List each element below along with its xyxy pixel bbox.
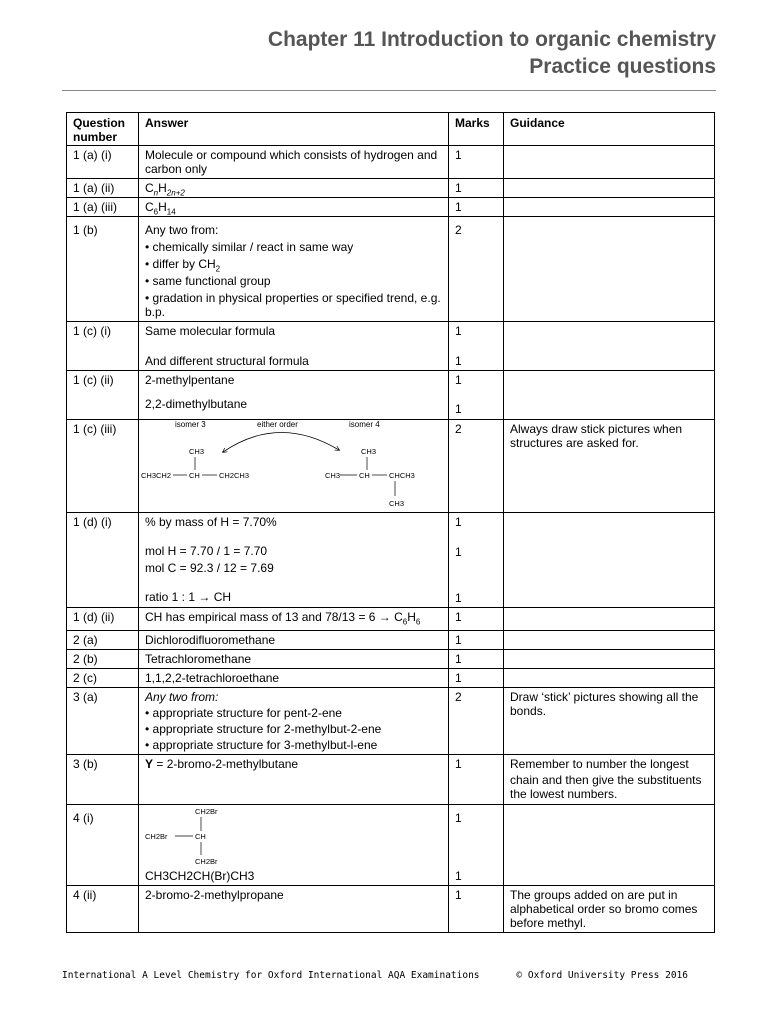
table-row [67,217,715,322]
question-number: 1 (a) (i) [67,146,139,179]
question-number: 3 (b) [67,755,139,805]
answer-bullet: • same functional group [145,274,271,288]
structure-ch: CH [195,832,206,841]
isomer4-bottom: CH3 [389,499,405,508]
marks-cell [449,322,504,371]
table-row [67,669,715,688]
marks-cell: 2 [449,688,504,755]
mark-value: 1 [455,373,462,387]
isomer-4-label: isomer 4 [349,420,380,429]
answer-line: Same molecular formula [145,324,276,338]
answer-bullet [145,257,442,274]
structure-left: CH2Br [145,832,168,841]
guidance-cell: Always draw stick pictures when structures are asked for. [504,420,715,513]
answer-line: 2,2-dimethylbutane [145,397,248,411]
isomer3-ch: CH [189,471,200,480]
column-header-question: Question number [67,113,139,146]
footer-book-title: International A Level Chemistry for Oxford International AQA Examinations [62,970,480,981]
header-divider [62,90,716,91]
guidance-cell [504,650,715,669]
question-number: 1 (b) [67,217,139,322]
guidance-cell [504,805,715,886]
formula-part: C [145,181,154,195]
answer-bullet-sub: 2 [215,264,221,274]
question-number: 2 (a) [67,631,139,650]
marks-cell: 2 [449,217,504,322]
answer-text: = 2-bromo-2-methylbutane [153,757,299,771]
guidance-cell [504,755,715,805]
answer-cell [139,371,449,420]
marks-cell: 1 [449,179,504,198]
question-number: 1 (c) (iii) [67,420,139,513]
marks-cell: 1 [449,198,504,217]
answer-cell: 1,1,2,2-tetrachloroethane [139,669,449,688]
question-number: 1 (a) (ii) [67,179,139,198]
page-header [268,26,716,80]
formula-part: H [407,610,416,624]
answer-cell [139,322,449,371]
mark-value: 1 [455,545,462,559]
table-row [67,631,715,650]
formula-part: 14 [166,207,176,217]
column-header-answer: Answer [139,113,449,146]
table-row [67,371,715,420]
formula-part: 6 [415,617,421,627]
guidance-cell [504,371,715,420]
answer-cell [139,608,449,631]
answer-cell [139,805,449,886]
table-row [67,420,715,513]
answer-cell [139,198,449,217]
mark-value: 1 [455,811,462,825]
answer-cell: 2-bromo-2-methylpropane [139,886,449,933]
guidance-cell [504,146,715,179]
answer-bullet: • gradation in physical properties or specified trend, e.g. b.p. [145,291,441,319]
answer-bullet: • appropriate structure for 3-methylbut-l-ene [145,738,378,752]
answer-bullet: • appropriate structure for pent-2-ene [145,706,342,720]
question-number: 1 (a) (iii) [67,198,139,217]
answer-cell [139,513,449,608]
mark-value: 1 [455,324,462,338]
guidance-line: chain and then give the substituents the lowest numbers. [510,773,702,801]
marks-cell: 1 [449,669,504,688]
chapter-title: Chapter 11 Introduction to organic chemistry [267,28,716,51]
table-row [67,805,715,886]
formula-part: CH has empirical mass of 13 and 78/13 = 6 → C [145,610,403,624]
answer-bullet-text: • differ by CH [145,257,216,271]
formula-part: H [158,181,167,195]
table-row [67,688,715,755]
formula-part: 2n+2 [166,188,185,198]
guidance-cell [504,198,715,217]
question-number: 4 (i) [67,805,139,886]
table-row [67,179,715,198]
formula-part: n [153,188,159,198]
table-row [67,198,715,217]
table-row [67,146,715,179]
answer-bullet: • chemically similar / react in same way [145,240,354,254]
mark-value: 1 [455,354,462,368]
guidance-cell [504,322,715,371]
structure-diagram [145,805,265,867]
guidance-cell [504,631,715,650]
structure-top: CH2Br [195,807,218,816]
table-row [67,513,715,608]
guidance-cell [504,217,715,322]
answer-intro: Any two from: [145,690,219,704]
answer-line: mol C = 92.3 / 12 = 7.69 [145,561,274,575]
answer-cell: Molecule or compound which consists of hydrogen and carbon only [139,146,449,179]
question-number: 2 (c) [67,669,139,688]
answer-cell [139,420,449,513]
isomer4-top: CH3 [361,447,377,456]
question-number: 1 (d) (i) [67,513,139,608]
question-number: 2 (b) [67,650,139,669]
answer-cell: Tetrachloromethane [139,650,449,669]
answer-line: 2-methylpentane [145,373,235,387]
table-header-row [67,113,715,146]
either-order-arrow [223,432,339,452]
isomer-3-label: isomer 3 [175,420,206,429]
guidance-cell [504,179,715,198]
answer-line: And different structural formula [145,354,309,368]
guidance-cell: The groups added on are put in alphabetical order so bromo comes before methyl. [504,886,715,933]
marks-cell: 1 [449,608,504,631]
table-row [67,886,715,933]
guidance-cell [504,608,715,631]
marks-cell: 2 [449,420,504,513]
isomer4-left: CH3 [325,471,341,480]
mark-value: 1 [455,515,462,529]
answer-variable: Y [145,757,154,771]
column-header-marks: Marks [449,113,504,146]
formula-part: H [158,200,167,214]
answer-cell [139,217,449,322]
guidance-cell [504,513,715,608]
mark-value: 1 [455,591,462,605]
answer-line: ratio 1 : 1 → CH [145,590,232,604]
either-order-label: either order [257,420,298,429]
table-row [67,650,715,669]
question-number: 1 (c) (i) [67,322,139,371]
table-row [67,755,715,805]
table-row [67,322,715,371]
formula-part: C [145,200,154,214]
marks-cell: 1 [449,146,504,179]
structure-bottom: CH2Br [195,857,218,866]
isomer3-ch3: CH3 [189,447,205,456]
isomer-structures-diagram [139,420,447,512]
marks-cell [449,371,504,420]
answer-cell [139,755,449,805]
isomer3-right: CH2CH3 [219,471,250,480]
table-row [67,608,715,631]
answer-cell [139,688,449,755]
marks-cell [449,805,504,886]
spacer [145,338,442,344]
answer-cell [139,179,449,198]
page-subtitle: Practice questions [529,55,716,78]
question-number: 3 (a) [67,688,139,755]
guidance-line: Remember to number the longest [510,757,689,771]
answer-formula: CH3CH2CH(Br)CH3 [145,869,255,883]
formula-part: 6 [153,207,159,217]
mark-scheme-table [66,112,715,933]
formula-part: 6 [402,617,408,627]
guidance-cell: Draw ‘stick’ pictures showing all the bonds. [504,688,715,755]
mark-value: 1 [455,869,462,883]
marks-cell [449,513,504,608]
answer-intro: Any two from: [145,223,219,237]
mark-value: 1 [455,402,462,416]
answer-line: % by mass of H = 7.70% [145,515,277,529]
question-number: 1 (d) (ii) [67,608,139,631]
marks-cell: 1 [449,886,504,933]
question-number: 1 (c) (ii) [67,371,139,420]
isomer4-ch: CH [359,471,370,480]
marks-cell: 1 [449,631,504,650]
answer-bullet: • appropriate structure for 2-methylbut-2-ene [145,722,382,736]
page-footer [62,970,688,981]
marks-cell: 1 [449,755,504,805]
isomer4-right: CHCH3 [389,471,415,480]
isomer3-left: CH3CH2 [141,471,172,480]
footer-copyright: © Oxford University Press 2016 [516,970,688,981]
answer-cell: Dichlorodifluoromethane [139,631,449,650]
question-number: 4 (ii) [67,886,139,933]
column-header-guidance: Guidance [504,113,715,146]
answer-line: mol H = 7.70 / 1 = 7.70 [145,544,268,558]
guidance-cell [504,669,715,688]
marks-cell: 1 [449,650,504,669]
